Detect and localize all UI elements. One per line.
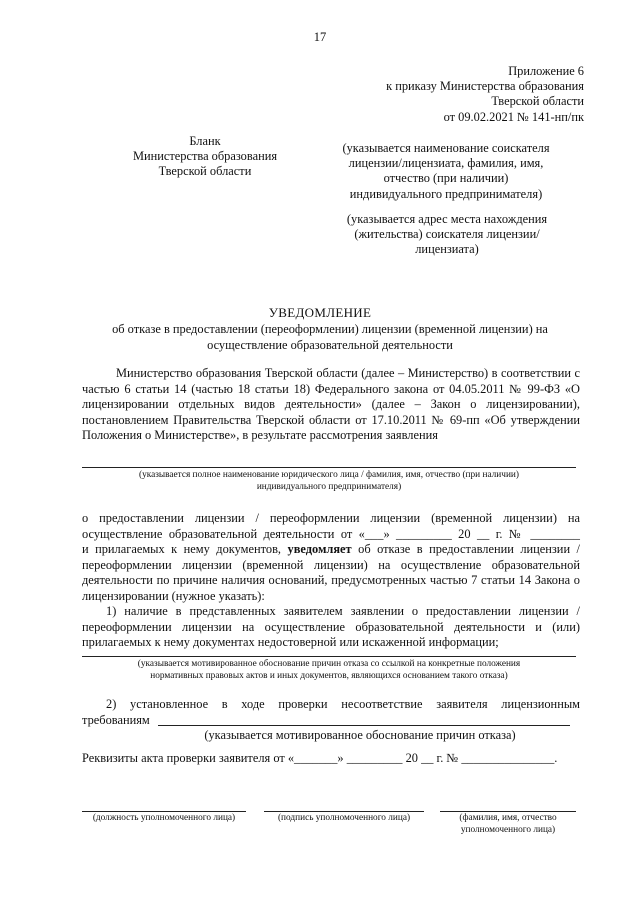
annex-line: от 09.02.2021 № 141-нп/пк bbox=[443, 109, 584, 124]
blank-line: Бланк bbox=[189, 134, 221, 148]
blank-line: Тверской области bbox=[158, 164, 252, 179]
document-subtitle bbox=[60, 322, 600, 353]
item-1: 1) наличие в представленных заявителем заявлении о предоставлении лицензии / переоформлении лицензии на осуществление образовательной деятельности и (или) прилагаемых к нему документах недостоверной или искаженной информации; bbox=[82, 604, 580, 650]
item-2-fill-line bbox=[158, 725, 570, 726]
applicant-line bbox=[82, 467, 576, 468]
item-2-line: требованиям bbox=[82, 712, 150, 727]
hint-line: нормативных правовых актов и иных документов, являющихся основанием такого отказа) bbox=[150, 670, 508, 681]
annex-line: Тверской области bbox=[491, 94, 584, 109]
body-line bbox=[82, 542, 580, 558]
position-hint: (должность уполномоченного лица) bbox=[92, 813, 236, 823]
subtitle-line: об отказе в предоставлении (переоформлении) лицензии (временной лицензии) на bbox=[112, 322, 548, 336]
addressee-address-hint: (указывается адрес места нахождения (жительства) соискателя лицензии/лицензиата) bbox=[346, 212, 548, 257]
subtitle-line: осуществление образовательной деятельности bbox=[207, 337, 453, 352]
body-text: и прилагаемых к нему документов, bbox=[82, 542, 288, 557]
signature-hint: (подпись уполномоченного лица) bbox=[277, 813, 411, 823]
signature-line bbox=[264, 811, 424, 812]
item-2-line: 2) установленное в ходе проверки несоответствие заявителя лицензионным bbox=[106, 697, 580, 711]
hint-line: индивидуального предпринимателя) bbox=[256, 481, 402, 492]
requisites-line: Реквизиты акта проверки заявителя от «_______» _________ 20 __ г. № _______________. bbox=[82, 751, 558, 765]
body-line: о предоставлении лицензии / переоформлении лицензии (временной лицензии) на bbox=[82, 511, 580, 525]
document-title: УВЕДОМЛЕНИЕ bbox=[268, 305, 372, 320]
hint-line: (указывается полное наименование юридического лица / фамилия, имя, отчество (при наличии) bbox=[138, 470, 520, 480]
full-name-hint: (фамилия, имя, отчество уполномоченного лица) bbox=[459, 813, 557, 835]
item-1-line bbox=[82, 656, 576, 657]
annex-line: Приложение 6 bbox=[508, 64, 584, 78]
item-2 bbox=[82, 697, 580, 728]
page-number: 17 bbox=[313, 30, 327, 44]
body-text: об отказе в предоставлении лицензии / bbox=[351, 542, 580, 557]
blank-block bbox=[110, 134, 300, 180]
item-1-hint bbox=[82, 659, 576, 682]
body-paragraph bbox=[82, 511, 580, 605]
blank-line: Министерства образования bbox=[132, 149, 278, 164]
annex-block bbox=[284, 64, 584, 125]
intro-paragraph: Министерство образования Тверской области (далее – Министерство) в соответствии с частью 6 статьи 14 (частью 18 статьи 18) Федерального закона от 04.05.2011 № 99-ФЗ «О лицензировании отдельных видов деятельности» (далее – Закон о лицензировании), постановлением Правительства Тверской области от 17.10.2011 № 69-пп «Об утверждении Положения о Министерстве», в результате рассмотрения заявления bbox=[82, 366, 580, 443]
item-2-hint: (указывается мотивированное обоснование причин отказа) bbox=[204, 728, 516, 742]
notify-word: уведомляет bbox=[287, 542, 352, 557]
body-line: осуществление образовательной деятельности от «___» _________ 20 __ г. № ________ bbox=[82, 526, 580, 541]
full-name-line bbox=[440, 811, 576, 812]
addressee-name-hint: (указывается наименование соискателя лицензии/лицензиата, фамилия, имя, отчество (при наличии) индивидуального предпринимателя) bbox=[342, 141, 550, 201]
position-line bbox=[82, 811, 246, 812]
body-rest: переоформлении лицензии (временной лицензии) на осуществление образовательной деятельности по причине наличия оснований, предусмотренных частью 7 статьи 14 Закона о лицензировании (нужное указать): bbox=[82, 557, 580, 603]
annex-line: к приказу Министерства образования bbox=[386, 79, 584, 94]
applicant-hint bbox=[82, 470, 576, 493]
hint-line: (указывается мотивированное обоснование причин отказа со ссылкой на конкретные положения bbox=[137, 659, 521, 669]
